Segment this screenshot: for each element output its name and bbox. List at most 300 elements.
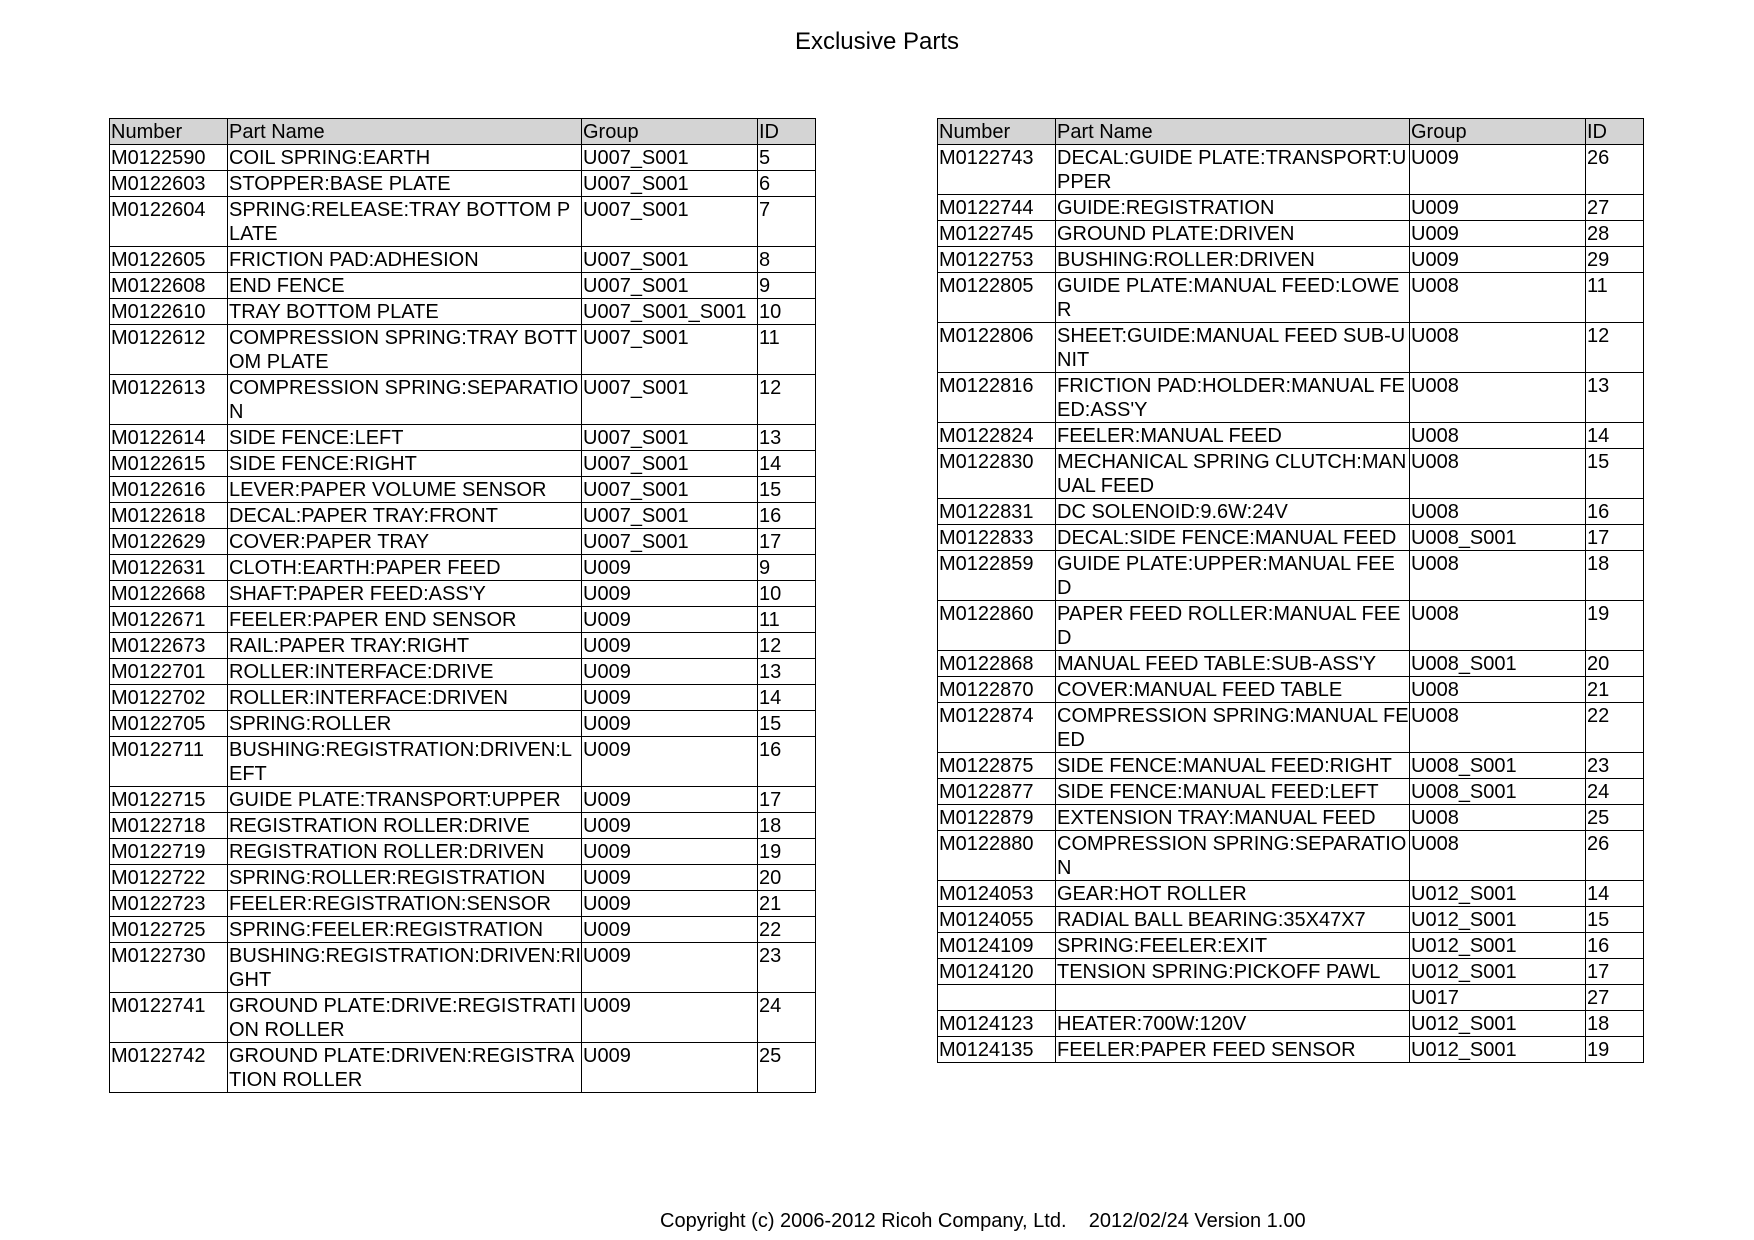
header-group: Group [1410,119,1586,145]
cell-part-name: END FENCE [228,273,582,299]
cell-number: M0122753 [938,247,1056,273]
cell-part-name: SPRING:ROLLER [228,711,582,737]
cell-id: 14 [1586,423,1644,449]
table-row [938,779,1644,805]
cell-part-name: TENSION SPRING:PICKOFF PAWL [1056,959,1410,985]
cell-part-name: DECAL:GUIDE PLATE:TRANSPORT:UPPER [1056,145,1410,195]
cell-group: U008 [1410,373,1586,423]
cell-part-name: TRAY BOTTOM PLATE [228,299,582,325]
cell-part-name: BUSHING:REGISTRATION:DRIVEN:LEFT [228,737,582,787]
cell-part-name [1056,985,1410,1011]
table-row [110,711,816,737]
cell-part-name: REGISTRATION ROLLER:DRIVE [228,813,582,839]
cell-part-name: REGISTRATION ROLLER:DRIVEN [228,839,582,865]
table-row [110,197,816,247]
cell-id: 19 [1586,601,1644,651]
cell-group: U009 [1410,145,1586,195]
cell-part-name: GEAR:HOT ROLLER [1056,881,1410,907]
table-row [110,865,816,891]
cell-id: 24 [1586,779,1644,805]
cell-part-name: FEELER:PAPER FEED SENSOR [1056,1037,1410,1063]
cell-group: U009 [582,891,758,917]
cell-id: 11 [758,325,816,375]
cell-group: U008 [1410,423,1586,449]
table-row [110,503,816,529]
table-row [938,907,1644,933]
cell-part-name: RADIAL BALL BEARING:35X47X7 [1056,907,1410,933]
cell-group: U009 [582,943,758,993]
table-header-row [110,119,816,145]
table-row [938,1011,1644,1037]
table-row [938,805,1644,831]
table-row [110,787,816,813]
cell-number: M0122616 [110,477,228,503]
cell-group: U008_S001 [1410,779,1586,805]
cell-part-name: FEELER:REGISTRATION:SENSOR [228,891,582,917]
cell-number: M0122614 [110,425,228,451]
parts-table-right [937,118,1644,1063]
cell-part-name: COMPRESSION SPRING:SEPARATION [228,375,582,425]
cell-part-name: SHAFT:PAPER FEED:ASS'Y [228,581,582,607]
cell-id: 6 [758,171,816,197]
table-row [110,325,816,375]
cell-group: U017 [1410,985,1586,1011]
cell-number: M0122805 [938,273,1056,323]
cell-part-name: SIDE FENCE:RIGHT [228,451,582,477]
cell-part-name: COVER:PAPER TRAY [228,529,582,555]
cell-group: U009 [582,813,758,839]
cell-id: 25 [758,1043,816,1093]
cell-part-name: COMPRESSION SPRING:TRAY BOTTOM PLATE [228,325,582,375]
cell-group: U009 [582,633,758,659]
cell-group: U008 [1410,601,1586,651]
cell-number: M0122671 [110,607,228,633]
cell-number: M0122631 [110,555,228,581]
cell-group: U008_S001 [1410,525,1586,551]
table-row [938,499,1644,525]
cell-id: 20 [758,865,816,891]
table-row [938,423,1644,449]
cell-group: U008 [1410,273,1586,323]
cell-id: 11 [758,607,816,633]
cell-group: U012_S001 [1410,959,1586,985]
cell-number: M0122603 [110,171,228,197]
cell-group: U009 [582,1043,758,1093]
cell-group: U007_S001 [582,529,758,555]
cell-id: 29 [1586,247,1644,273]
cell-id: 24 [758,993,816,1043]
cell-id: 15 [758,711,816,737]
cell-part-name: GROUND PLATE:DRIVEN [1056,221,1410,247]
cell-number: M0124053 [938,881,1056,907]
cell-part-name: COIL SPRING:EARTH [228,145,582,171]
cell-number: M0124120 [938,959,1056,985]
cell-group: U009 [582,711,758,737]
cell-group: U007_S001 [582,325,758,375]
cell-part-name: GUIDE PLATE:UPPER:MANUAL FEED [1056,551,1410,601]
copyright-text: Copyright (c) 2006-2012 Ricoh Company, Ltd. [660,1210,1067,1232]
cell-number: M0122610 [110,299,228,325]
cell-group: U009 [1410,221,1586,247]
cell-number: M0122743 [938,145,1056,195]
cell-part-name: DECAL:PAPER TRAY:FRONT [228,503,582,529]
table-row [110,477,816,503]
cell-group: U008 [1410,677,1586,703]
cell-group: U007_S001_S001 [582,299,758,325]
cell-number: M0122604 [110,197,228,247]
cell-part-name: FRICTION PAD:HOLDER:MANUAL FEED:ASS'Y [1056,373,1410,423]
table-row [110,813,816,839]
cell-group: U009 [1410,247,1586,273]
cell-group: U008_S001 [1410,753,1586,779]
cell-number: M0122715 [110,787,228,813]
cell-number: M0122722 [110,865,228,891]
cell-id: 26 [1586,145,1644,195]
cell-number: M0122605 [110,247,228,273]
table-row [110,425,816,451]
cell-part-name: RAIL:PAPER TRAY:RIGHT [228,633,582,659]
table-row [110,171,816,197]
table-row [110,451,816,477]
cell-part-name: CLOTH:EARTH:PAPER FEED [228,555,582,581]
cell-number: M0122590 [110,145,228,171]
table-row [938,449,1644,499]
cell-id: 23 [758,943,816,993]
footer [660,1210,1306,1233]
table-row [110,993,816,1043]
cell-number: M0122719 [110,839,228,865]
header-part-name: Part Name [1056,119,1410,145]
cell-id: 15 [758,477,816,503]
cell-number: M0122859 [938,551,1056,601]
cell-group: U008 [1410,805,1586,831]
header-group: Group [582,119,758,145]
cell-id: 13 [758,659,816,685]
table-row [110,273,816,299]
table-row [110,891,816,917]
cell-group: U009 [582,839,758,865]
cell-number: M0122742 [110,1043,228,1093]
table-row [938,703,1644,753]
cell-id: 18 [1586,1011,1644,1037]
cell-number: M0122806 [938,323,1056,373]
table-row [110,529,816,555]
table-row [110,943,816,993]
cell-number: M0122629 [110,529,228,555]
cell-id: 15 [1586,907,1644,933]
cell-group: U009 [582,581,758,607]
table-row [110,247,816,273]
header-id: ID [758,119,816,145]
cell-id: 17 [1586,525,1644,551]
cell-number: M0124055 [938,907,1056,933]
table-row [110,375,816,425]
cell-part-name: STOPPER:BASE PLATE [228,171,582,197]
cell-number: M0122612 [110,325,228,375]
table-row [938,831,1644,881]
cell-part-name: COMPRESSION SPRING:SEPARATION [1056,831,1410,881]
cell-group: U012_S001 [1410,933,1586,959]
cell-id: 19 [1586,1037,1644,1063]
cell-id: 9 [758,555,816,581]
cell-group: U009 [582,737,758,787]
table-row [938,651,1644,677]
cell-group: U009 [582,607,758,633]
cell-id: 9 [758,273,816,299]
table-row [938,323,1644,373]
cell-group: U008 [1410,703,1586,753]
cell-part-name: FEELER:PAPER END SENSOR [228,607,582,633]
cell-group: U007_S001 [582,503,758,529]
cell-id: 23 [1586,753,1644,779]
cell-id: 12 [758,375,816,425]
cell-number: M0122723 [110,891,228,917]
cell-part-name: DECAL:SIDE FENCE:MANUAL FEED [1056,525,1410,551]
cell-number: M0122816 [938,373,1056,423]
cell-id: 11 [1586,273,1644,323]
cell-part-name: FRICTION PAD:ADHESION [228,247,582,273]
cell-part-name: SPRING:ROLLER:REGISTRATION [228,865,582,891]
cell-part-name: MECHANICAL SPRING CLUTCH:MANUAL FEED [1056,449,1410,499]
table-row [938,195,1644,221]
cell-id: 21 [758,891,816,917]
cell-part-name: SHEET:GUIDE:MANUAL FEED SUB-UNIT [1056,323,1410,373]
cell-group: U007_S001 [582,247,758,273]
cell-group: U009 [582,685,758,711]
cell-id: 16 [1586,933,1644,959]
cell-id: 18 [1586,551,1644,601]
table-row [938,1037,1644,1063]
cell-id: 21 [1586,677,1644,703]
table-row [938,959,1644,985]
cell-number: M0122860 [938,601,1056,651]
cell-part-name: GUIDE PLATE:TRANSPORT:UPPER [228,787,582,813]
cell-part-name: BUSHING:ROLLER:DRIVEN [1056,247,1410,273]
cell-group: U009 [582,555,758,581]
cell-group: U008_S001 [1410,651,1586,677]
cell-id: 5 [758,145,816,171]
cell-id: 16 [758,503,816,529]
cell-id: 28 [1586,221,1644,247]
cell-group: U008 [1410,499,1586,525]
cell-number: M0122868 [938,651,1056,677]
cell-number: M0122830 [938,449,1056,499]
table-row [110,145,816,171]
page-title: Exclusive Parts [794,28,960,55]
cell-part-name: SIDE FENCE:LEFT [228,425,582,451]
cell-part-name: GROUND PLATE:DRIVEN:REGISTRATION ROLLER [228,1043,582,1093]
table-row [110,659,816,685]
cell-group: U009 [582,865,758,891]
cell-number: M0122725 [110,917,228,943]
cell-number: M0122744 [938,195,1056,221]
table-row [110,581,816,607]
cell-part-name: BUSHING:REGISTRATION:DRIVEN:RIGHT [228,943,582,993]
cell-part-name: HEATER:700W:120V [1056,1011,1410,1037]
cell-part-name: GUIDE:REGISTRATION [1056,195,1410,221]
cell-part-name: SPRING:FEELER:EXIT [1056,933,1410,959]
cell-number: M0122701 [110,659,228,685]
table-row [938,373,1644,423]
cell-part-name: GUIDE PLATE:MANUAL FEED:LOWER [1056,273,1410,323]
cell-number: M0122875 [938,753,1056,779]
cell-id: 14 [758,451,816,477]
cell-id: 10 [758,299,816,325]
table-row [110,607,816,633]
cell-id: 17 [1586,959,1644,985]
cell-part-name: LEVER:PAPER VOLUME SENSOR [228,477,582,503]
cell-group: U007_S001 [582,477,758,503]
cell-id: 15 [1586,449,1644,499]
cell-number: M0122718 [110,813,228,839]
cell-part-name: ROLLER:INTERFACE:DRIVE [228,659,582,685]
cell-id: 13 [758,425,816,451]
table-row [938,753,1644,779]
parts-table-left [109,118,816,1093]
cell-group: U009 [582,659,758,685]
cell-id: 27 [1586,985,1644,1011]
cell-number: M0122673 [110,633,228,659]
cell-number: M0122833 [938,525,1056,551]
cell-number: M0122668 [110,581,228,607]
cell-part-name: PAPER FEED ROLLER:MANUAL FEED [1056,601,1410,651]
cell-group: U007_S001 [582,273,758,299]
cell-id: 14 [1586,881,1644,907]
cell-number: M0124109 [938,933,1056,959]
cell-group: U007_S001 [582,451,758,477]
cell-part-name: SIDE FENCE:MANUAL FEED:LEFT [1056,779,1410,805]
header-number: Number [110,119,228,145]
table-row [110,917,816,943]
cell-part-name: GROUND PLATE:DRIVE:REGISTRATION ROLLER [228,993,582,1043]
cell-number: M0122613 [110,375,228,425]
cell-group: U009 [582,917,758,943]
cell-id: 27 [1586,195,1644,221]
cell-id: 12 [1586,323,1644,373]
cell-number [938,985,1056,1011]
cell-id: 25 [1586,805,1644,831]
cell-group: U012_S001 [1410,1037,1586,1063]
table-row [110,1043,816,1093]
cell-id: 17 [758,529,816,555]
cell-number: M0122615 [110,451,228,477]
table-row [938,273,1644,323]
cell-group: U012_S001 [1410,1011,1586,1037]
cell-number: M0122880 [938,831,1056,881]
cell-number: M0122741 [110,993,228,1043]
cell-group: U008 [1410,831,1586,881]
table-row [938,145,1644,195]
cell-id: 16 [1586,499,1644,525]
cell-part-name: DC SOLENOID:9.6W:24V [1056,499,1410,525]
table-row [938,221,1644,247]
table-row [110,737,816,787]
table-row [938,881,1644,907]
cell-number: M0122877 [938,779,1056,805]
cell-number: M0124135 [938,1037,1056,1063]
cell-part-name: EXTENSION TRAY:MANUAL FEED [1056,805,1410,831]
cell-part-name: FEELER:MANUAL FEED [1056,423,1410,449]
cell-group: U008 [1410,449,1586,499]
cell-id: 8 [758,247,816,273]
cell-id: 19 [758,839,816,865]
cell-group: U009 [1410,195,1586,221]
cell-part-name: COVER:MANUAL FEED TABLE [1056,677,1410,703]
cell-id: 22 [758,917,816,943]
cell-group: U009 [582,993,758,1043]
cell-id: 10 [758,581,816,607]
cell-id: 14 [758,685,816,711]
cell-id: 22 [1586,703,1644,753]
table-row [110,685,816,711]
cell-group: U007_S001 [582,425,758,451]
cell-part-name: MANUAL FEED TABLE:SUB-ASS'Y [1056,651,1410,677]
version-text: 2012/02/24 Version 1.00 [1088,1210,1306,1232]
cell-number: M0122874 [938,703,1056,753]
cell-number: M0122705 [110,711,228,737]
table-row [110,839,816,865]
header-id: ID [1586,119,1644,145]
cell-part-name: SPRING:FEELER:REGISTRATION [228,917,582,943]
table-row [938,525,1644,551]
cell-part-name: COMPRESSION SPRING:MANUAL FEED [1056,703,1410,753]
cell-number: M0124123 [938,1011,1056,1037]
cell-part-name: ROLLER:INTERFACE:DRIVEN [228,685,582,711]
cell-part-name: SIDE FENCE:MANUAL FEED:RIGHT [1056,753,1410,779]
cell-group: U012_S001 [1410,881,1586,907]
cell-id: 18 [758,813,816,839]
table-row [110,299,816,325]
cell-id: 12 [758,633,816,659]
cell-number: M0122745 [938,221,1056,247]
header-number: Number [938,119,1056,145]
table-row [938,247,1644,273]
table-row [110,555,816,581]
cell-id: 16 [758,737,816,787]
cell-id: 20 [1586,651,1644,677]
cell-group: U007_S001 [582,197,758,247]
cell-number: M0122831 [938,499,1056,525]
cell-id: 13 [1586,373,1644,423]
cell-group: U009 [582,787,758,813]
cell-number: M0122879 [938,805,1056,831]
header-part-name: Part Name [228,119,582,145]
cell-group: U007_S001 [582,171,758,197]
table-row [938,551,1644,601]
cell-number: M0122608 [110,273,228,299]
cell-number: M0122702 [110,685,228,711]
cell-group: U007_S001 [582,375,758,425]
cell-id: 26 [1586,831,1644,881]
cell-id: 17 [758,787,816,813]
cell-group: U008 [1410,323,1586,373]
cell-group: U007_S001 [582,145,758,171]
table-row [110,633,816,659]
cell-id: 7 [758,197,816,247]
cell-group: U008 [1410,551,1586,601]
table-header-row [938,119,1644,145]
table-row [938,933,1644,959]
cell-number: M0122730 [110,943,228,993]
cell-number: M0122711 [110,737,228,787]
table-row [938,985,1644,1011]
cell-number: M0122618 [110,503,228,529]
cell-number: M0122870 [938,677,1056,703]
table-row [938,677,1644,703]
table-row [938,601,1644,651]
cell-group: U012_S001 [1410,907,1586,933]
cell-part-name: SPRING:RELEASE:TRAY BOTTOM PLATE [228,197,582,247]
